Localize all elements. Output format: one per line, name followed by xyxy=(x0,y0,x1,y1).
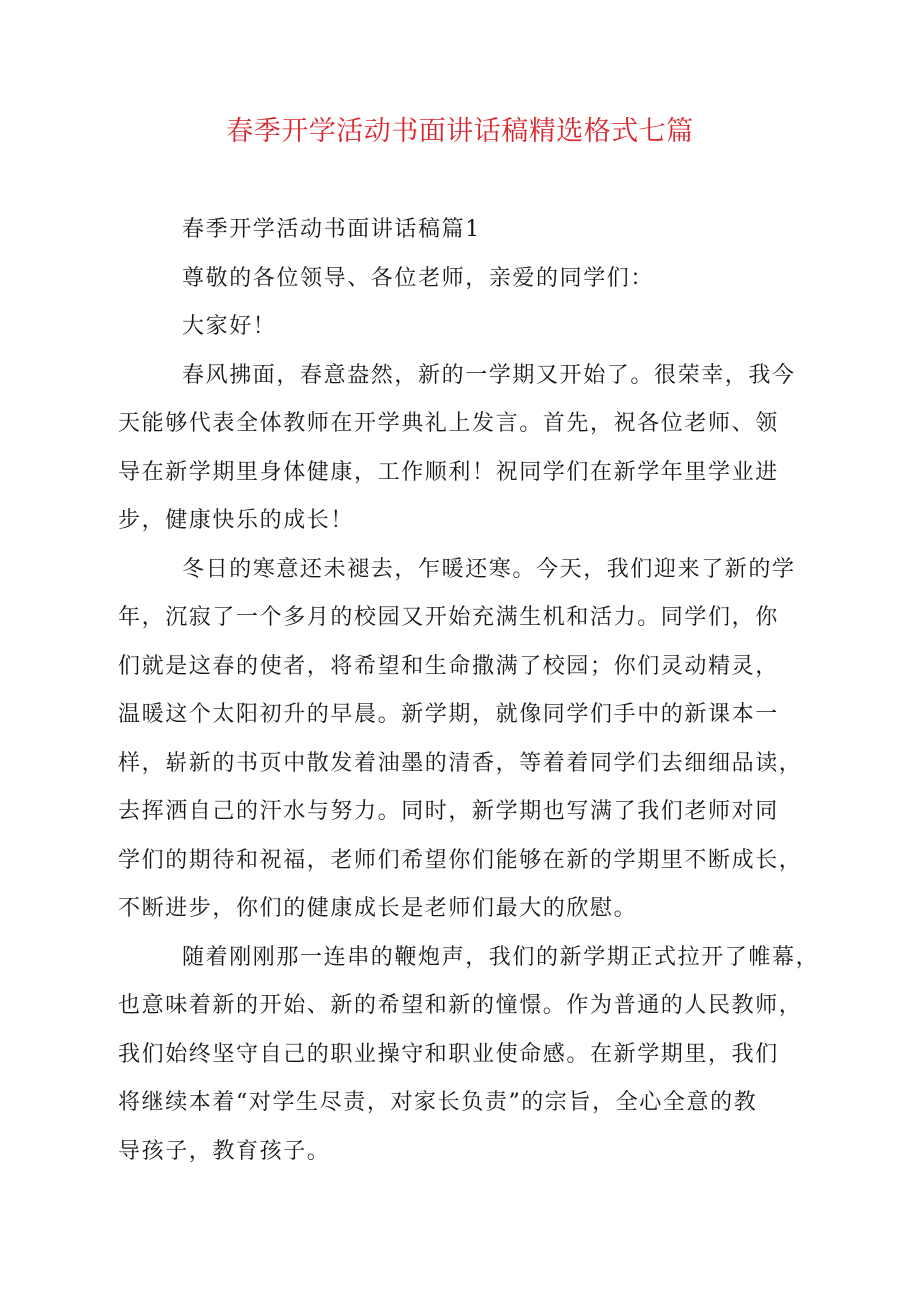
paragraph-1-line: 春风拂面，春意盎然，新的一学期又开始了。很荣幸，我今 xyxy=(182,362,796,388)
paragraph-3-line: 我们始终坚守自己的职业操守和职业使命感。在新学期里，我们 xyxy=(118,1041,779,1067)
section-heading: 春季开学活动书面讲话稿篇1 xyxy=(182,217,481,242)
paragraph-3-line: 随着刚刚那一连串的鞭炮声，我们的新学期正式拉开了帷幕， xyxy=(182,944,820,970)
paragraph-2-line: 温暖这个太阳初升的早晨。新学期，就像同学们手中的新课本一 xyxy=(118,702,779,727)
paragraph-1-line: 天能够代表全体教师在开学典礼上发言。首先，祝各位老师、领 xyxy=(118,411,779,436)
paragraph-3-line: 也意味着新的开始、新的希望和新的憧憬。作为普通的人民教师， xyxy=(118,993,803,1018)
document-title: 春季开学活动书面讲话稿精选格式七篇 xyxy=(226,116,694,147)
paragraph-1-line: 步，健康快乐的成长！ xyxy=(118,508,355,533)
paragraph-2-line: 学们的期待和祝福，老师们希望你们能够在新的学期里不断成长， xyxy=(118,847,803,873)
paragraph-2-line: 年，沉寂了一个多月的校园又开始充满生机和活力。同学们，你 xyxy=(118,605,779,630)
document-body xyxy=(118,206,820,1176)
paragraph-2-line: 们就是这春的使者，将希望和生命撒满了校园；你们灵动精灵， xyxy=(118,653,779,679)
paragraph-2-line: 冬日的寒意还未褪去，乍暖还寒。今天，我们迎来了新的学 xyxy=(182,556,796,582)
greeting: 大家好！ xyxy=(182,314,277,339)
paragraph-1-line: 导在新学期里身体健康，工作顺利！祝同学们在新学年里学业进 xyxy=(118,459,779,485)
paragraph-2-line: 样，崭新的书页中散发着油墨的清香，等着着同学们去细细品读， xyxy=(118,750,803,776)
paragraph-3-line: 导孩子，教育孩子。 xyxy=(118,1138,331,1164)
paragraph-2-line: 去挥洒自己的汗水与努力。同时，新学期也写满了我们老师对同 xyxy=(118,799,779,824)
salutation: 尊敬的各位领导、各位老师，亲爱的同学们： xyxy=(182,265,655,291)
paragraph-3-line: 将继续本着“对学生尽责，对家长负责”的宗旨，全心全意的教 xyxy=(118,1090,758,1115)
paragraph-2-line: 不断进步，你们的健康成长是老师们最大的欣慰。 xyxy=(118,896,638,921)
